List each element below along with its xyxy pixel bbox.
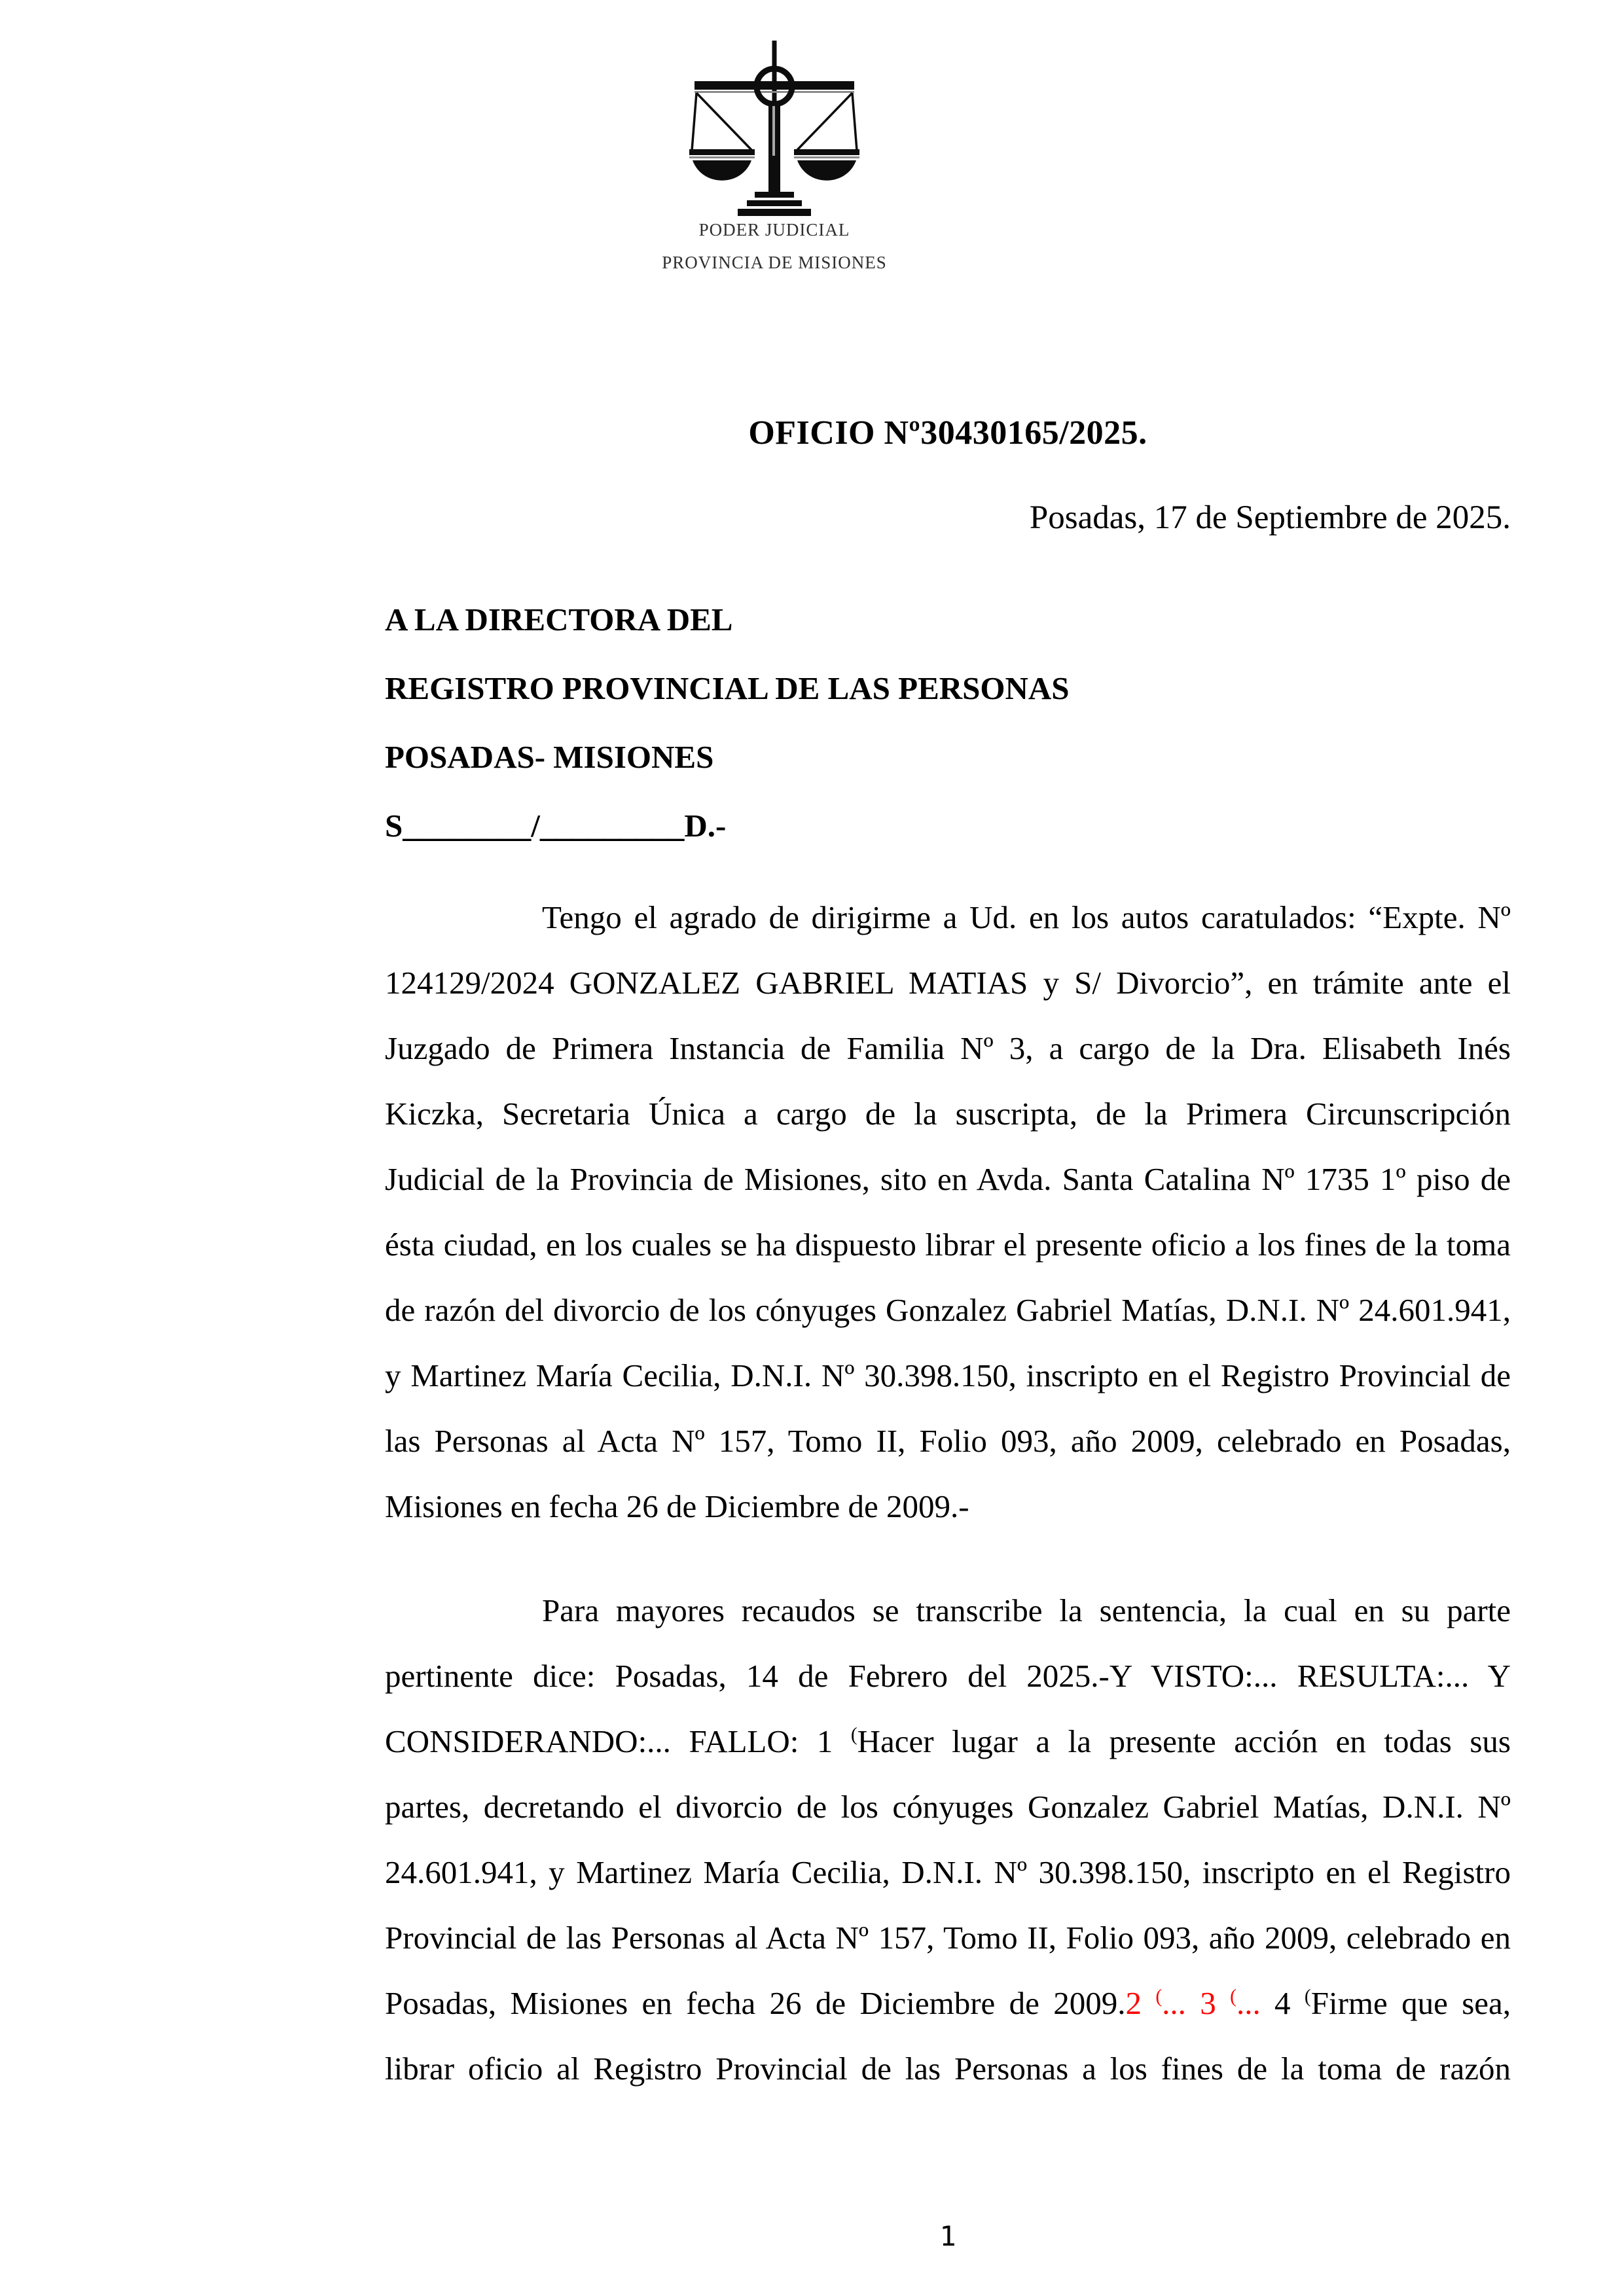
body-text: Posadas, Misiones en fecha 26 de Diciembre de 2009. [385,1985,1126,2021]
body-text: CONSIDERANDO:... FALLO: 1 [385,1723,851,1759]
body-line [385,950,1511,1016]
body-text: librar oficio al Registro Provincial de las Personas a los fines de la toma de razón [385,2051,1511,2087]
logo-caption [657,213,892,279]
body-line [385,1212,1511,1278]
body-text: pertinente dice: Posadas, 14 de Febrero del 2025.-Y VISTO:... RESULTA:... Y [385,1658,1511,1694]
body-text: 24.601.941, y Martinez María Cecilia, D.N.I. Nº 30.398.150, inscripto en el Registro [385,1854,1511,1890]
page-number: 1 [939,2220,956,2252]
body-line [385,1016,1511,1081]
superscript-paren: ( [1304,1986,1311,2007]
body-text: Firme que sea, [1310,1985,1511,2021]
addressee-line: POSADAS- MISIONES [385,739,714,775]
body-line [385,1474,1511,1539]
body-text: partes, decretando el divorcio de los cónyuges Gonzalez Gabriel Matías, D.N.I. Nº [385,1789,1511,1825]
body-line [385,1709,1511,1774]
red-annotation: ( [1155,1986,1163,2007]
body-line [385,1278,1511,1343]
body-line [385,1147,1511,1212]
red-annotation: 2 [1125,1985,1156,2021]
body-line [385,1081,1511,1147]
red-annotation: ... [1236,1985,1275,2021]
body-text: de razón del divorcio de los cónyuges Gonzalez Gabriel Matías, D.N.I. Nº 24.601.941, [385,1292,1511,1328]
body-line [385,1343,1511,1408]
salutation-line: S________/_________D.- [385,808,727,844]
red-annotation: 3 [1200,1985,1231,2021]
red-annotation: ... [1162,1985,1200,2021]
body-text: 4 [1274,1985,1305,2021]
body-text: Misiones en fecha 26 de Diciembre de 2009.- [385,1488,969,1524]
body-text: ésta ciudad, en los cuales se ha dispuesto librar el presente oficio a los fines de la toma [385,1227,1511,1263]
body-text: Tengo el agrado de dirigirme a Ud. en los autos caratulados: “Expte. Nº [542,899,1511,935]
body-line [385,1643,1511,1709]
body-line [385,885,1511,950]
body-line [385,1578,1511,1643]
body-line [385,1774,1511,1840]
court-logo [689,41,859,227]
body-paragraph-1 [385,885,1511,1539]
body-text: Judicial de la Provincia de Misiones, sito en Avda. Santa Catalina Nº 1735 1º piso de [385,1161,1511,1197]
addressee-line: REGISTRO PROVINCIAL DE LAS PERSONAS [385,670,1070,706]
body-text: Kiczka, Secretaria Única a cargo de la suscripta, de la Primera Circunscripción [385,1096,1511,1132]
logo-caption-line1: PODER JUDICIAL [698,220,850,240]
body-text: las Personas al Acta Nº 157, Tomo II, Folio 093, año 2009, celebrado en Posadas, [385,1423,1511,1459]
body-text: y Martinez María Cecilia, D.N.I. Nº 30.398.150, inscripto en el Registro Provincial de [385,1357,1511,1393]
addressee-block [385,585,1511,860]
body-line [385,1408,1511,1474]
body-line [385,1905,1511,1971]
body-line [385,1971,1511,2036]
body-paragraph-2 [385,1578,1511,2102]
body-line [385,2036,1511,2102]
addressee-line: A LA DIRECTORA DEL [385,601,733,637]
body-text: Juzgado de Primera Instancia de Familia Nº 3, a cargo de la Dra. Elisabeth Inés [385,1030,1511,1066]
body-text: Para mayores recaudos se transcribe la sentencia, la cual en su parte [542,1592,1511,1628]
body-line [385,1840,1511,1905]
logo-caption-line2: PROVINCIA DE MISIONES [662,253,887,272]
red-annotation: ( [1230,1986,1236,2007]
body-text: Provincial de las Personas al Acta Nº 157, Tomo II, Folio 093, año 2009, celebrado en [385,1920,1511,1956]
oficio-title: OFICIO Nº30430165/2025. [748,414,1147,452]
date-line: Posadas, 17 de Septiembre de 2025. [1029,499,1511,536]
body-text: 124129/2024 GONZALEZ GABRIEL MATIAS y S/ Divorcio”, en trámite ante el [385,965,1511,1001]
scales-of-justice-icon [689,41,859,227]
superscript-paren: ( [850,1724,857,1746]
body-text: Hacer lugar a la presente acción en todas sus [857,1723,1511,1759]
